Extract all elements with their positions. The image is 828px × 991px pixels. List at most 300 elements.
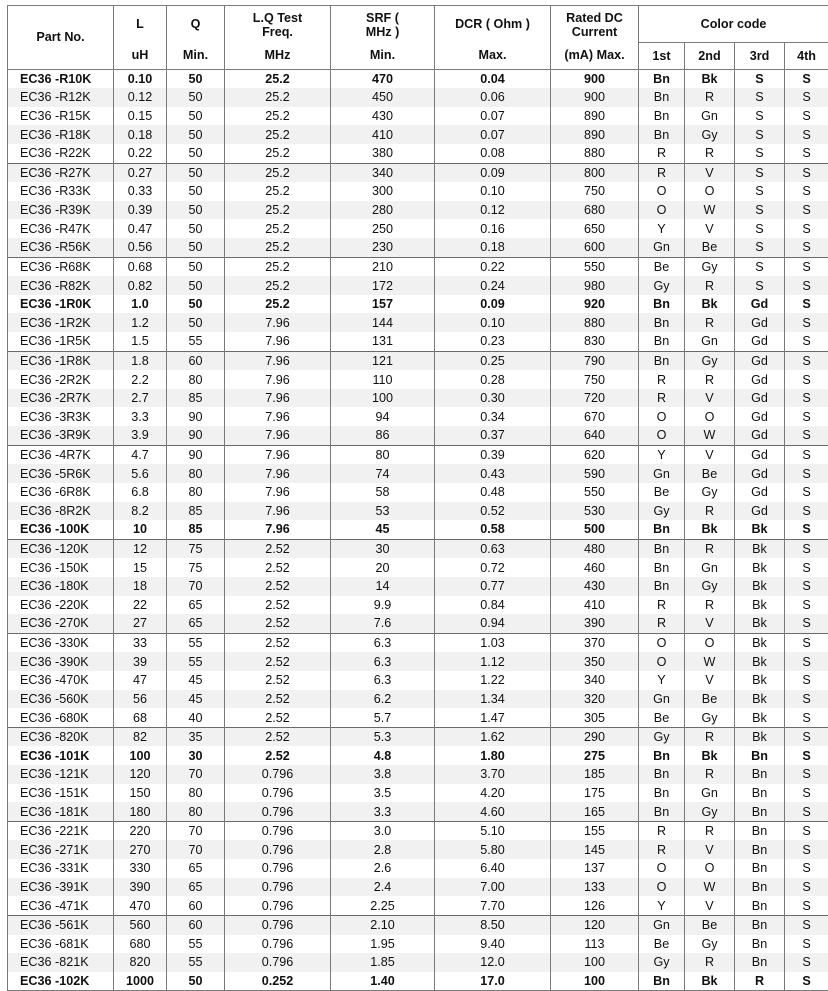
cell-test-freq: 2.52 [225,652,331,671]
cell-dcr: 0.48 [435,483,551,502]
cell-inductance: 820 [114,953,167,972]
table-row [8,201,828,220]
cell-color-4th: S [785,539,828,558]
table-row [8,708,828,727]
cell-dcr: 0.18 [435,238,551,257]
cell-test-freq: 0.252 [225,972,331,991]
cell-rated-current: 165 [551,802,639,821]
cell-color-3rd: S [735,107,785,126]
cell-q-min: 90 [167,407,225,426]
cell-q-min: 50 [167,182,225,201]
cell-color-3rd: S [735,238,785,257]
cell-part-no: EC36 -R18K [8,125,114,144]
header-color-1st: 1st [639,42,685,69]
cell-color-1st: Bn [639,69,685,88]
cell-test-freq: 2.52 [225,539,331,558]
cell-part-no: EC36 -1R0K [8,295,114,314]
cell-color-4th: S [785,633,828,652]
cell-test-freq: 7.96 [225,464,331,483]
cell-q-min: 45 [167,671,225,690]
cell-q-min: 70 [167,765,225,784]
cell-color-4th: S [785,690,828,709]
cell-color-3rd: S [735,276,785,295]
cell-q-min: 70 [167,840,225,859]
cell-color-2nd: V [685,445,735,464]
cell-srf: 121 [331,351,435,370]
cell-part-no: EC36 -820K [8,727,114,746]
cell-color-1st: O [639,407,685,426]
cell-test-freq: 2.52 [225,746,331,765]
cell-color-1st: R [639,389,685,408]
cell-color-1st: Gn [639,238,685,257]
cell-dcr: 0.25 [435,351,551,370]
cell-inductance: 47 [114,671,167,690]
cell-test-freq: 25.2 [225,276,331,295]
cell-inductance: 68 [114,708,167,727]
header-lq-test-freq-text: L.Q Test Freq. [243,11,313,39]
cell-color-3rd: Bn [735,915,785,934]
cell-dcr: 0.94 [435,614,551,633]
cell-rated-current: 480 [551,539,639,558]
cell-test-freq: 25.2 [225,163,331,182]
cell-rated-current: 155 [551,821,639,840]
inductor-spec-table [7,5,828,991]
cell-color-1st: Bn [639,577,685,596]
cell-color-2nd: R [685,370,735,389]
cell-test-freq: 7.96 [225,445,331,464]
cell-color-2nd: Gy [685,708,735,727]
cell-q-min: 55 [167,332,225,351]
cell-dcr: 0.24 [435,276,551,295]
cell-test-freq: 2.52 [225,708,331,727]
cell-inductance: 560 [114,915,167,934]
cell-test-freq: 25.2 [225,238,331,257]
cell-color-2nd: R [685,313,735,332]
cell-test-freq: 25.2 [225,182,331,201]
cell-color-1st: R [639,370,685,389]
table-row [8,125,828,144]
cell-color-2nd: W [685,426,735,445]
cell-part-no: EC36 -2R2K [8,370,114,389]
cell-srf: 6.3 [331,671,435,690]
cell-dcr: 1.47 [435,708,551,727]
table-row [8,389,828,408]
cell-srf: 6.3 [331,652,435,671]
cell-color-4th: S [785,915,828,934]
table-row [8,614,828,633]
table-row [8,935,828,954]
cell-color-2nd: R [685,765,735,784]
cell-part-no: EC36 -150K [8,558,114,577]
cell-dcr: 0.07 [435,107,551,126]
cell-color-1st: Bn [639,746,685,765]
cell-part-no: EC36 -R56K [8,238,114,257]
cell-q-min: 80 [167,802,225,821]
cell-srf: 410 [331,125,435,144]
cell-test-freq: 25.2 [225,125,331,144]
cell-color-2nd: Be [685,464,735,483]
cell-color-1st: Gy [639,727,685,746]
cell-part-no: EC36 -R12K [8,88,114,107]
cell-rated-current: 175 [551,784,639,803]
cell-test-freq: 7.96 [225,351,331,370]
cell-color-1st: O [639,652,685,671]
cell-color-3rd: Bk [735,633,785,652]
cell-part-no: EC36 -R82K [8,276,114,295]
cell-color-4th: S [785,935,828,954]
cell-color-4th: S [785,859,828,878]
cell-rated-current: 126 [551,896,639,915]
cell-color-3rd: Gd [735,464,785,483]
cell-color-3rd: Bn [735,953,785,972]
cell-color-4th: S [785,746,828,765]
cell-q-min: 80 [167,464,225,483]
cell-color-3rd: Gd [735,483,785,502]
cell-part-no: EC36 -101K [8,746,114,765]
cell-srf: 1.40 [331,972,435,991]
cell-color-1st: Bn [639,88,685,107]
cell-color-4th: S [785,821,828,840]
cell-color-2nd: R [685,276,735,295]
cell-srf: 58 [331,483,435,502]
cell-color-4th: S [785,407,828,426]
cell-inductance: 0.18 [114,125,167,144]
cell-part-no: EC36 -220K [8,596,114,615]
cell-color-4th: S [785,445,828,464]
cell-color-4th: S [785,125,828,144]
cell-color-1st: Gy [639,502,685,521]
cell-part-no: EC36 -1R8K [8,351,114,370]
cell-q-min: 90 [167,426,225,445]
table-row [8,520,828,539]
cell-color-2nd: Gy [685,935,735,954]
cell-rated-current: 650 [551,219,639,238]
table-row [8,69,828,88]
cell-dcr: 7.70 [435,896,551,915]
cell-color-3rd: Gd [735,370,785,389]
cell-dcr: 0.39 [435,445,551,464]
cell-color-3rd: Bk [735,539,785,558]
cell-part-no: EC36 -R47K [8,219,114,238]
cell-color-4th: S [785,69,828,88]
cell-color-1st: Be [639,935,685,954]
cell-color-4th: S [785,313,828,332]
cell-color-1st: Gy [639,276,685,295]
cell-inductance: 220 [114,821,167,840]
cell-part-no: EC36 -680K [8,708,114,727]
header-rated-dc-text: Rated DC Current [557,11,633,39]
cell-q-min: 60 [167,915,225,934]
cell-inductance: 3.3 [114,407,167,426]
cell-color-4th: S [785,652,828,671]
cell-rated-current: 410 [551,596,639,615]
header-color-code: Color code [639,6,828,43]
table-row [8,332,828,351]
cell-part-no: EC36 -331K [8,859,114,878]
cell-inductance: 82 [114,727,167,746]
cell-inductance: 0.82 [114,276,167,295]
cell-rated-current: 290 [551,727,639,746]
cell-inductance: 0.39 [114,201,167,220]
cell-q-min: 80 [167,483,225,502]
cell-dcr: 17.0 [435,972,551,991]
cell-part-no: EC36 -R15K [8,107,114,126]
cell-color-2nd: W [685,652,735,671]
cell-color-1st: Be [639,708,685,727]
cell-color-4th: S [785,784,828,803]
cell-q-min: 50 [167,972,225,991]
cell-color-3rd: Gd [735,426,785,445]
cell-rated-current: 880 [551,144,639,163]
header-color-3rd: 3rd [735,42,785,69]
table-row [8,407,828,426]
cell-color-4th: S [785,596,828,615]
cell-color-1st: R [639,596,685,615]
cell-part-no: EC36 -R33K [8,182,114,201]
cell-srf: 340 [331,163,435,182]
table-row [8,502,828,521]
cell-test-freq: 7.96 [225,520,331,539]
cell-srf: 5.7 [331,708,435,727]
cell-part-no: EC36 -181K [8,802,114,821]
table-header [8,6,828,70]
cell-color-4th: S [785,332,828,351]
cell-color-2nd: W [685,201,735,220]
cell-q-min: 55 [167,633,225,652]
cell-q-min: 80 [167,370,225,389]
cell-test-freq: 2.52 [225,690,331,709]
cell-part-no: EC36 -470K [8,671,114,690]
cell-q-min: 50 [167,313,225,332]
cell-color-4th: S [785,502,828,521]
cell-color-3rd: Bn [735,765,785,784]
table-row [8,633,828,652]
cell-dcr: 0.30 [435,389,551,408]
cell-srf: 2.6 [331,859,435,878]
cell-part-no: EC36 -561K [8,915,114,934]
cell-srf: 230 [331,238,435,257]
cell-srf: 430 [331,107,435,126]
cell-color-4th: S [785,144,828,163]
cell-test-freq: 2.52 [225,633,331,652]
cell-dcr: 1.22 [435,671,551,690]
cell-color-3rd: Bk [735,558,785,577]
cell-srf: 450 [331,88,435,107]
cell-inductance: 0.68 [114,257,167,276]
cell-rated-current: 113 [551,935,639,954]
table-row [8,840,828,859]
cell-test-freq: 7.96 [225,389,331,408]
header-color-4th: 4th [785,42,828,69]
cell-dcr: 1.80 [435,746,551,765]
cell-inductance: 180 [114,802,167,821]
table-row [8,859,828,878]
cell-color-2nd: R [685,539,735,558]
cell-part-no: EC36 -560K [8,690,114,709]
table-row [8,558,828,577]
cell-color-3rd: Gd [735,407,785,426]
cell-color-4th: S [785,727,828,746]
cell-test-freq: 2.52 [225,727,331,746]
cell-color-3rd: Bn [735,784,785,803]
table-row [8,219,828,238]
cell-color-4th: S [785,483,828,502]
table-row [8,238,828,257]
cell-color-2nd: Gn [685,332,735,351]
cell-color-4th: S [785,370,828,389]
cell-inductance: 270 [114,840,167,859]
cell-srf: 3.3 [331,802,435,821]
cell-test-freq: 0.796 [225,859,331,878]
cell-color-3rd: Bk [735,690,785,709]
cell-color-2nd: V [685,671,735,690]
cell-color-4th: S [785,671,828,690]
cell-q-min: 50 [167,219,225,238]
cell-rated-current: 620 [551,445,639,464]
cell-test-freq: 7.96 [225,407,331,426]
cell-rated-current: 640 [551,426,639,445]
header-rated-unit: (mA) Max. [551,42,639,69]
cell-rated-current: 980 [551,276,639,295]
cell-color-2nd: Bk [685,295,735,314]
table-row [8,445,828,464]
cell-rated-current: 530 [551,502,639,521]
cell-inductance: 1.8 [114,351,167,370]
cell-inductance: 0.47 [114,219,167,238]
cell-q-min: 50 [167,163,225,182]
cell-color-3rd: Bn [735,896,785,915]
cell-rated-current: 133 [551,878,639,897]
cell-test-freq: 7.96 [225,502,331,521]
cell-color-2nd: Gy [685,257,735,276]
cell-color-1st: R [639,614,685,633]
cell-q-min: 85 [167,502,225,521]
cell-inductance: 6.8 [114,483,167,502]
cell-rated-current: 350 [551,652,639,671]
cell-color-2nd: V [685,163,735,182]
cell-q-min: 60 [167,896,225,915]
cell-test-freq: 25.2 [225,69,331,88]
cell-color-1st: Be [639,483,685,502]
cell-dcr: 0.63 [435,539,551,558]
cell-srf: 300 [331,182,435,201]
cell-color-4th: S [785,802,828,821]
table-row [8,727,828,746]
cell-color-4th: S [785,972,828,991]
cell-inductance: 27 [114,614,167,633]
header-lq-unit: MHz [225,42,331,69]
cell-srf: 380 [331,144,435,163]
cell-part-no: EC36 -221K [8,821,114,840]
cell-color-2nd: Bk [685,746,735,765]
cell-inductance: 1.2 [114,313,167,332]
cell-inductance: 0.15 [114,107,167,126]
cell-srf: 172 [331,276,435,295]
cell-q-min: 90 [167,445,225,464]
cell-inductance: 12 [114,539,167,558]
cell-rated-current: 600 [551,238,639,257]
cell-part-no: EC36 -391K [8,878,114,897]
cell-color-3rd: Bk [735,652,785,671]
cell-test-freq: 0.796 [225,802,331,821]
cell-dcr: 0.77 [435,577,551,596]
cell-color-1st: Bn [639,313,685,332]
cell-color-3rd: Bk [735,596,785,615]
cell-q-min: 30 [167,746,225,765]
cell-dcr: 0.08 [435,144,551,163]
cell-dcr: 0.23 [435,332,551,351]
cell-inductance: 0.27 [114,163,167,182]
cell-inductance: 0.10 [114,69,167,88]
cell-dcr: 9.40 [435,935,551,954]
cell-color-1st: Bn [639,107,685,126]
cell-color-3rd: Bn [735,859,785,878]
cell-part-no: EC36 -821K [8,953,114,972]
cell-rated-current: 320 [551,690,639,709]
cell-inductance: 1.5 [114,332,167,351]
cell-color-3rd: S [735,125,785,144]
cell-dcr: 0.10 [435,313,551,332]
cell-color-3rd: Gd [735,295,785,314]
cell-color-1st: Bn [639,784,685,803]
cell-color-3rd: R [735,972,785,991]
cell-dcr: 1.12 [435,652,551,671]
cell-color-2nd: V [685,840,735,859]
cell-inductance: 120 [114,765,167,784]
cell-color-2nd: V [685,614,735,633]
cell-q-min: 65 [167,596,225,615]
cell-rated-current: 670 [551,407,639,426]
cell-dcr: 0.34 [435,407,551,426]
cell-color-1st: Bn [639,802,685,821]
cell-test-freq: 0.796 [225,784,331,803]
cell-test-freq: 0.796 [225,935,331,954]
cell-color-1st: Y [639,445,685,464]
cell-inductance: 3.9 [114,426,167,445]
header-dcr-unit: Max. [435,42,551,69]
cell-color-2nd: O [685,633,735,652]
table-row [8,784,828,803]
cell-color-2nd: Gn [685,558,735,577]
cell-test-freq: 0.796 [225,821,331,840]
table-row [8,802,828,821]
cell-dcr: 5.80 [435,840,551,859]
table-row [8,88,828,107]
cell-rated-current: 900 [551,88,639,107]
cell-color-4th: S [785,163,828,182]
cell-color-2nd: R [685,727,735,746]
cell-inductance: 0.12 [114,88,167,107]
cell-color-4th: S [785,389,828,408]
cell-color-2nd: R [685,596,735,615]
cell-rated-current: 880 [551,313,639,332]
cell-rated-current: 900 [551,69,639,88]
cell-srf: 2.8 [331,840,435,859]
cell-srf: 250 [331,219,435,238]
cell-inductance: 0.33 [114,182,167,201]
table-row [8,276,828,295]
cell-color-3rd: Bk [735,520,785,539]
cell-rated-current: 430 [551,577,639,596]
cell-part-no: EC36 -R27K [8,163,114,182]
table-row [8,483,828,502]
cell-q-min: 85 [167,520,225,539]
cell-q-min: 50 [167,144,225,163]
cell-color-2nd: Be [685,238,735,257]
cell-part-no: EC36 -8R2K [8,502,114,521]
cell-color-4th: S [785,878,828,897]
cell-rated-current: 120 [551,915,639,934]
